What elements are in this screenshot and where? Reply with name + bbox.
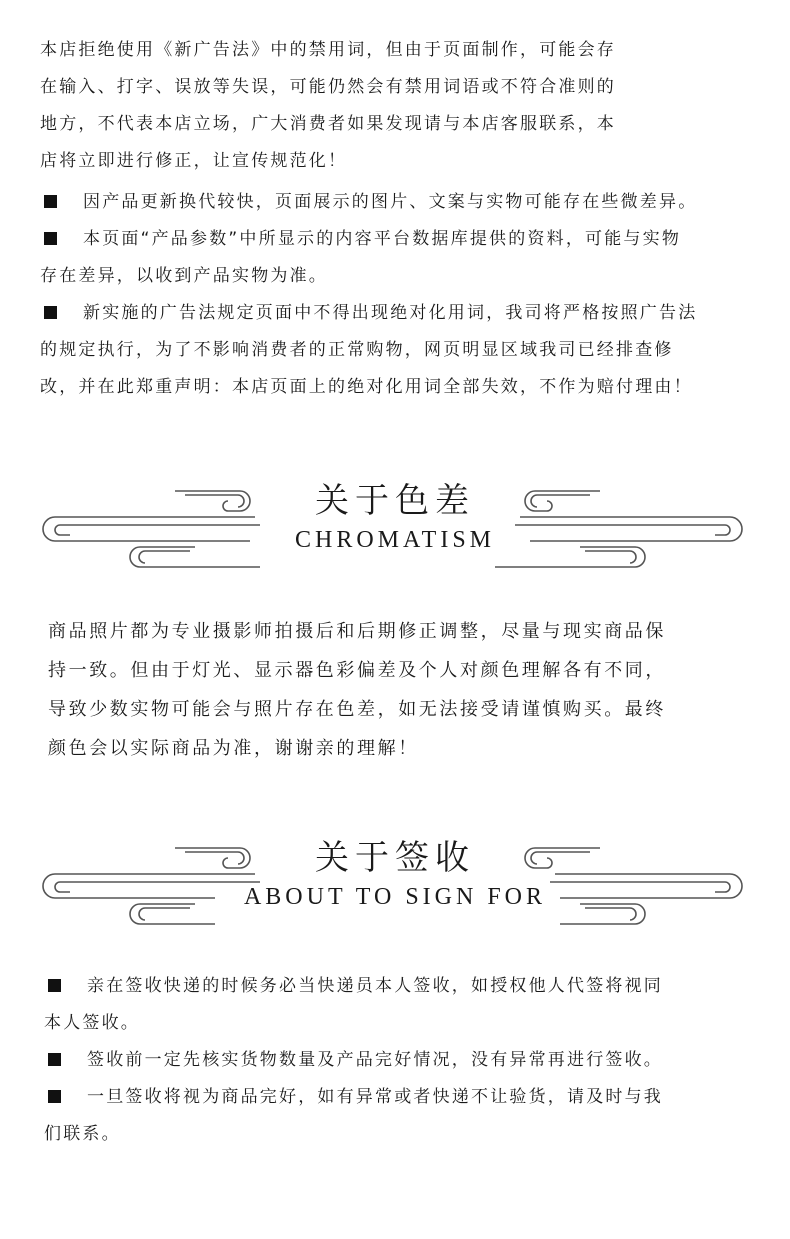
sign-header	[0, 822, 790, 942]
black-square-icon	[48, 979, 61, 992]
disclaimer-line: 地方，不代表本店立场，广大消费者如果发现请与本店客服联系，本	[40, 114, 616, 134]
disclaimer-line: 本店拒绝使用《新广告法》中的禁用词，但由于页面制作，可能会存	[40, 40, 616, 60]
chromatism-subtitle: CHROMATISM	[294, 527, 496, 553]
disclaimer-line: 在输入、打字、误放等失误，可能仍然会有禁用词语或不符合准则的	[40, 77, 616, 97]
chromatism-line: 导致少数实物可能会与照片存在色差，如无法接受请谨慎购买。最终	[48, 699, 666, 720]
black-square-icon	[44, 195, 57, 208]
disclaimer-block	[40, 32, 755, 406]
sign-bullet: 一旦签收将视为商品完好，如有异常或者快递不让验货，请及时与我	[44, 1079, 764, 1116]
sign-subtitle: ABOUT TO SIGN FOR	[243, 884, 547, 910]
black-square-icon	[44, 306, 57, 319]
sign-bullet-cont: 们联系。	[44, 1124, 121, 1144]
chromatism-line: 颜色会以实际商品为准，谢谢亲的理解！	[48, 738, 419, 759]
black-square-icon	[44, 232, 57, 245]
disclaimer-bullet-cont: 改，并在此郑重声明：本店页面上的绝对化用词全部失效，不作为赔付理由！	[40, 377, 693, 397]
black-square-icon	[48, 1053, 61, 1066]
chromatism-paragraph	[48, 612, 768, 768]
sign-bullet: 签收前一定先核实货物数量及产品完好情况，没有异常再进行签收。	[44, 1042, 764, 1079]
black-square-icon	[48, 1090, 61, 1103]
disclaimer-bullet-cont: 的规定执行，为了不影响消费者的正常购物，网页明显区域我司已经排查修	[40, 340, 674, 360]
chromatism-header	[0, 465, 790, 585]
disclaimer-bullet: 本页面“产品参数”中所显示的内容平台数据库提供的资料，可能与实物	[40, 221, 755, 258]
sign-title: 关于签收	[315, 838, 475, 878]
chromatism-line: 持一致。但由于灯光、显示器色彩偏差及个人对颜色理解各有不同，	[48, 660, 666, 681]
disclaimer-line: 店将立即进行修正，让宣传规范化！	[40, 151, 348, 171]
sign-bullet-cont: 本人签收。	[44, 1013, 140, 1033]
chromatism-title: 关于色差	[315, 481, 475, 521]
sign-bullets	[44, 968, 764, 1153]
chromatism-line: 商品照片都为专业摄影师拍摄后和后期修正调整，尽量与现实商品保	[48, 621, 666, 642]
sign-bullet: 亲在签收快递的时候务必当快递员本人签收，如授权他人代签将视同	[44, 968, 764, 1005]
disclaimer-bullet-cont: 存在差异，以收到产品实物为准。	[40, 266, 328, 286]
disclaimer-bullet: 新实施的广告法规定页面中不得出现绝对化用词，我司将严格按照广告法	[40, 295, 755, 332]
disclaimer-bullet: 因产品更新换代较快，页面展示的图片、文案与实物可能存在些微差异。	[40, 184, 755, 221]
